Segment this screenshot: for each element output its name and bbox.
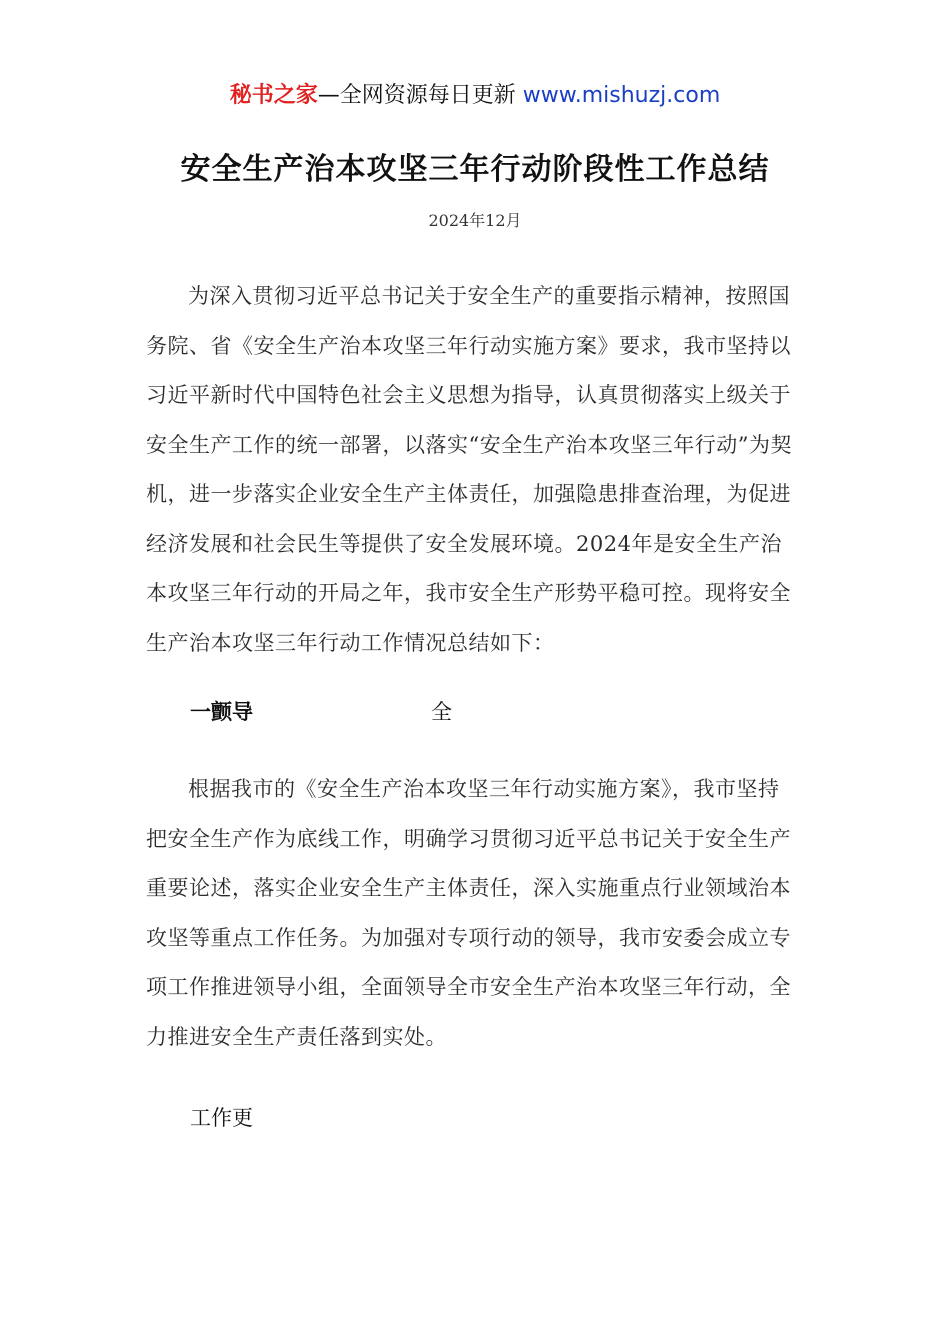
section-heading-1-tail: 全 xyxy=(431,700,452,724)
section-heading-1 xyxy=(190,697,452,727)
banner-slogan: —全网资源每日更新 xyxy=(317,83,516,108)
section-heading-2: 工作更 xyxy=(190,1106,253,1130)
banner-brand: 秘书之家 xyxy=(229,83,318,108)
banner-url-link[interactable]: www.mishuzj.com xyxy=(522,83,721,108)
section-1-paragraph: 根据我市的《安全生产治本攻坚三年行动实施方案》，我市坚持把安全生产作为底线工作，明确学习贯彻习近平总书记关于安全生产重要论述，落实企业安全生产主体责任，深入实施重点行业领域治本攻坚等重点工作任务。为加强对专项行动的领导，我市安委会成立专项工作推进领导小组，全面领导全市安全生产治本攻坚三年行动，全力推进安全生产责任落到实处。 xyxy=(146,777,791,1049)
site-banner xyxy=(0,80,950,112)
section-heading-1-text: 一颤导 xyxy=(190,700,253,724)
document-date: 2024年12月 xyxy=(428,211,522,230)
intro-paragraph: 为深入贯彻习近平总书记关于安全生产的重要指示精神，按照国务院、省《安全生产治本攻坚三年行动实施方案》要求，我市坚持以习近平新时代中国特色社会主义思想为指导，认真贯彻落实上级关于安全生产工作的统一部署，以落实“安全生产治本攻坚三年行动”为契机，进一步落实企业安全生产主体责任，加强隐患排查治理，为促进经济发展和社会民生等提供了安全发展环境。2024年是安全生产治本攻坚三年行动的开局之年，我市安全生产形势平稳可控。现将安全生产治本攻坚三年行动工作情况总结如下： xyxy=(146,284,792,655)
document-title: 安全生产治本攻坚三年行动阶段性工作总结 xyxy=(180,152,770,187)
